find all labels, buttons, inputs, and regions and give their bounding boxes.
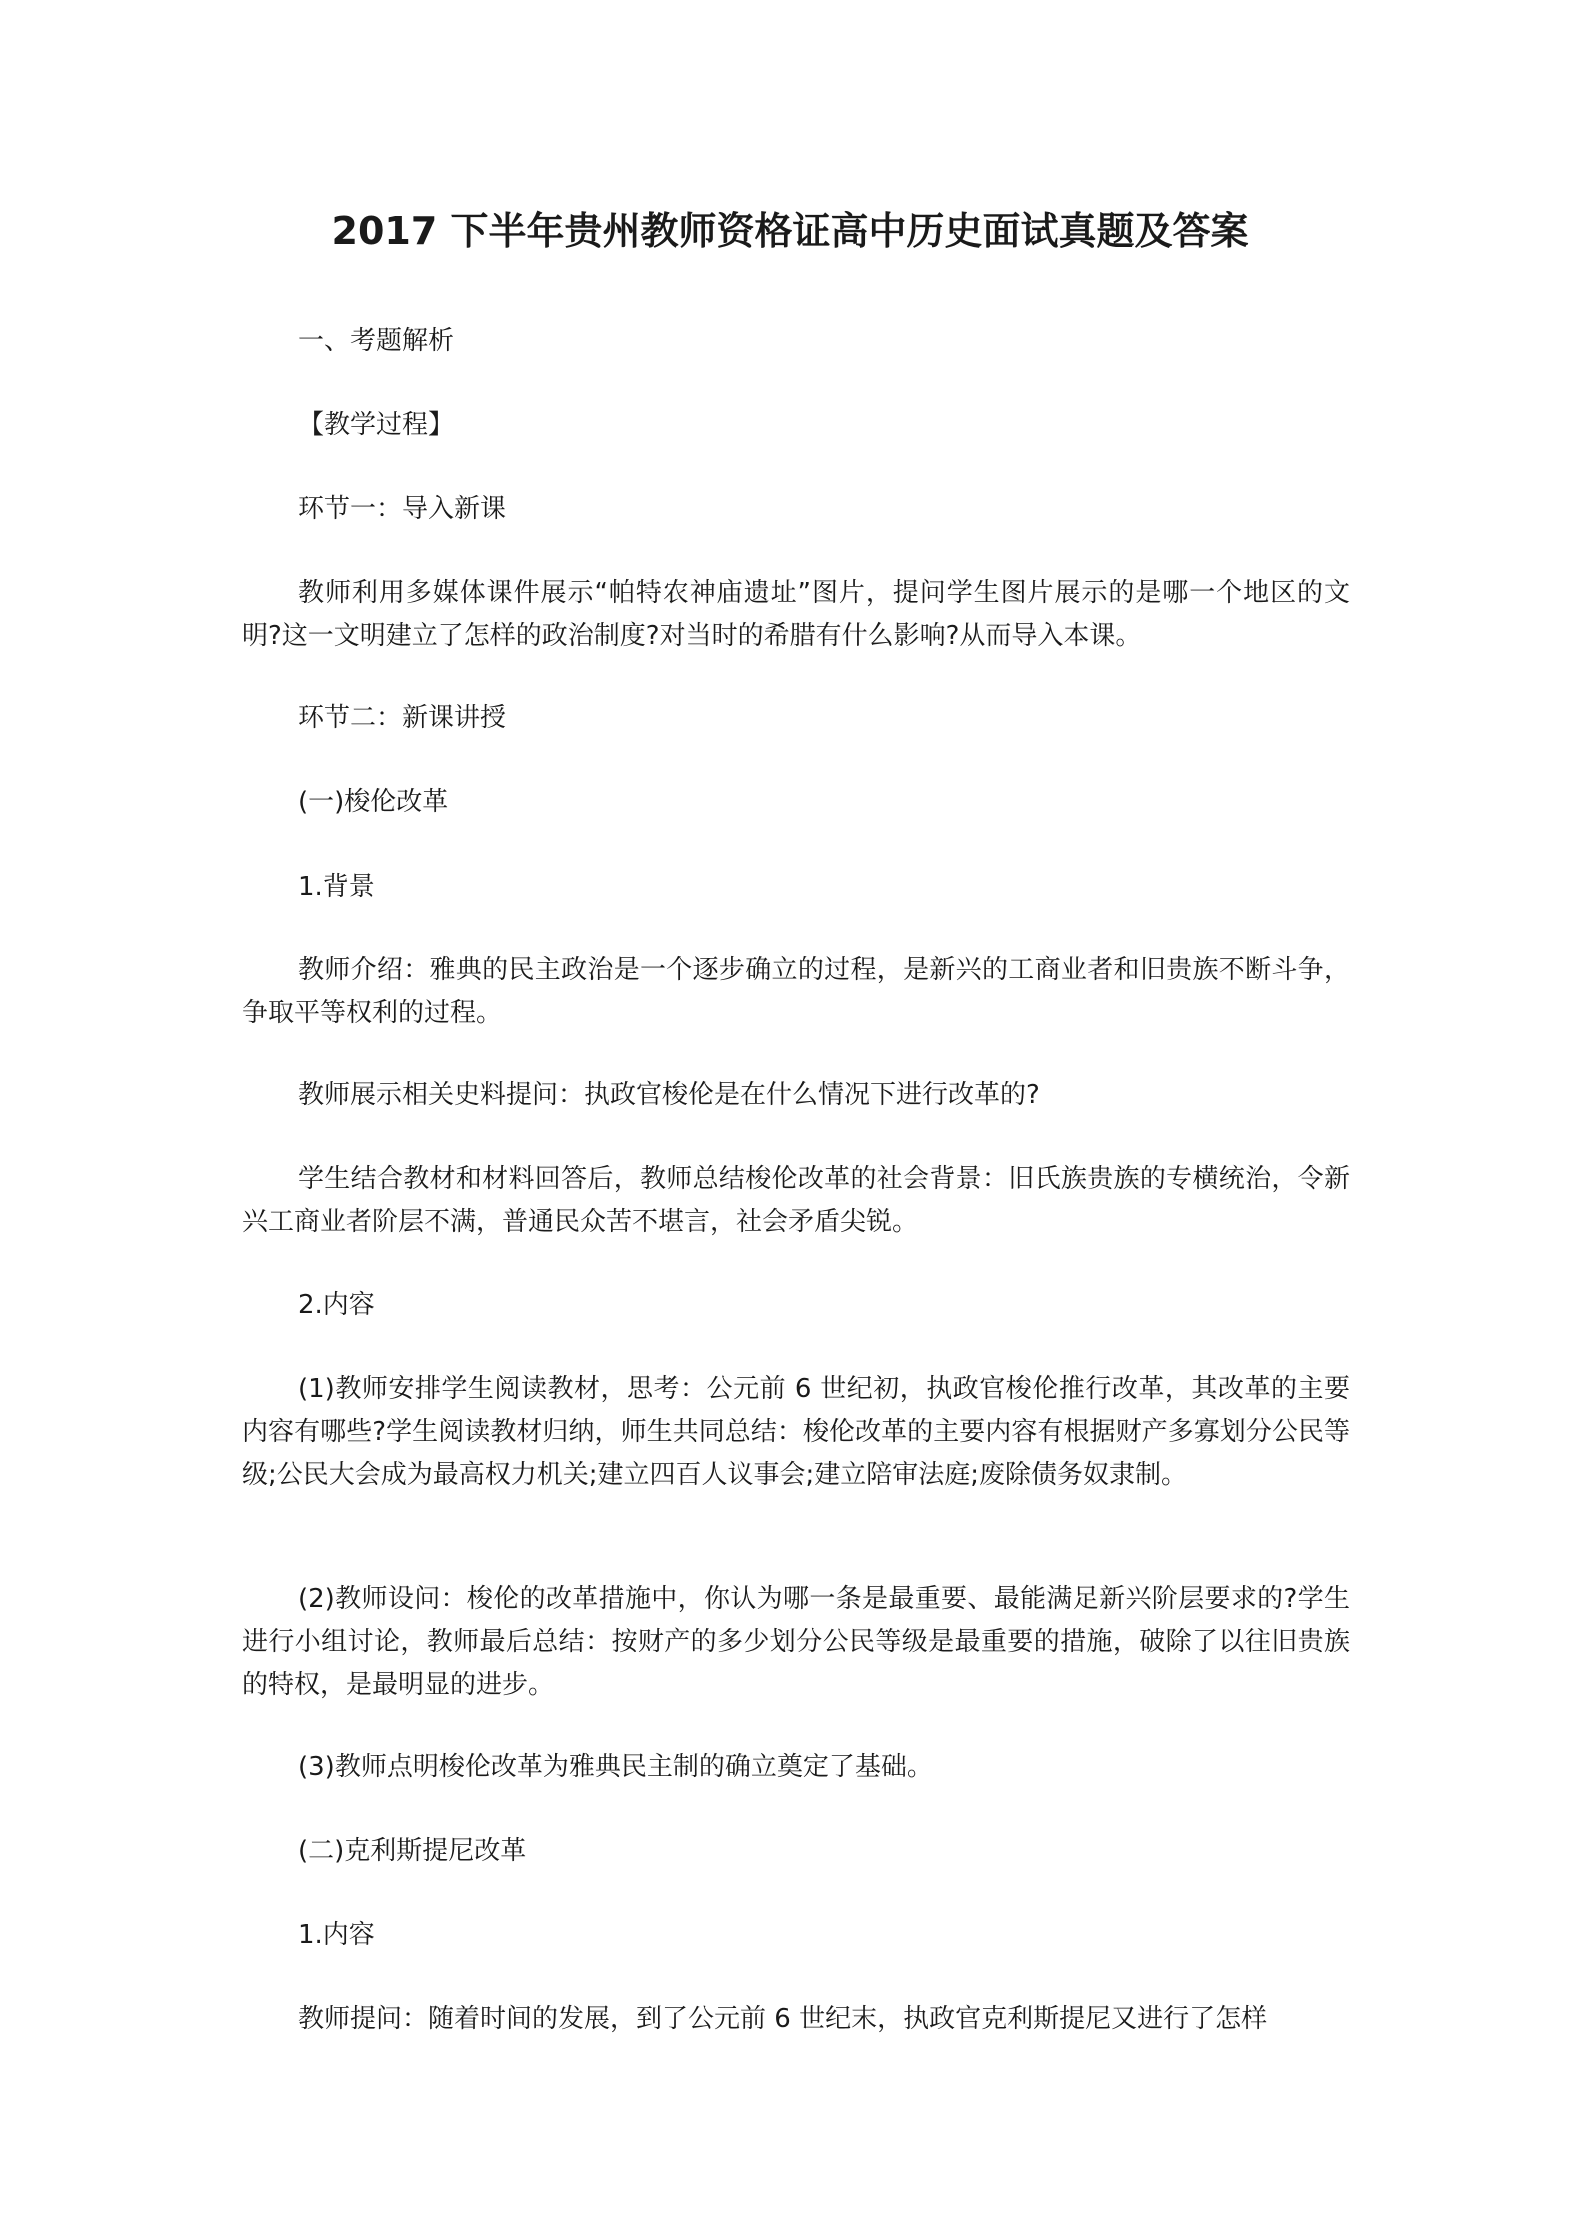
subsection-heading: (一)梭伦改革 — [298, 787, 449, 817]
paragraph: 教师介绍：雅典的民主政治是一个逐步确立的过程，是新兴的工商业者和旧贵族不断斗争，争取平等权利的过程。 — [242, 955, 1350, 1028]
paragraph: (2)教师设问：梭伦的改革措施中，你认为哪一条是最重要、最能满足新兴阶层要求的?学生进行小组讨论，教师最后总结：按财产的多少划分公民等级是最重要的措施，破除了以往旧贵族的特权，是最明显的进步。 — [242, 1584, 1350, 1700]
document-title: 2017 下半年贵州教师资格证高中历史面试真题及答案 — [331, 209, 1249, 253]
paragraph: 学生结合教材和材料回答后，教师总结梭伦改革的社会背景：旧氏族贵族的专横统治，令新兴工商业者阶层不满，普通民众苦不堪言，社会矛盾尖锐。 — [242, 1164, 1350, 1237]
paragraph: (1)教师安排学生阅读教材，思考：公元前 6 世纪初，执政官梭伦推行改革，其改革的主要内容有哪些?学生阅读教材归纳，师生共同总结：梭伦改革的主要内容有根据财产多寡划分公民等级;公民大会成为最高权力机关;建立四百人议事会;建立陪审法庭;废除债务奴隶制。 — [242, 1374, 1350, 1490]
section-heading: 一、考题解析 — [298, 326, 455, 356]
item-heading: 1.内容 — [298, 1920, 375, 1950]
paragraph: 教师提问：随着时间的发展，到了公元前 6 世纪末，执政官克利斯提尼又进行了怎样 — [298, 2004, 1268, 2034]
item-heading: 2.内容 — [298, 1290, 375, 1320]
item-heading: 1.背景 — [298, 872, 375, 902]
paragraph: (3)教师点明梭伦改革为雅典民主制的确立奠定了基础。 — [298, 1752, 933, 1782]
subsection-heading: 【教学过程】 — [298, 410, 455, 440]
subsection-heading: (二)克利斯提尼改革 — [298, 1836, 527, 1866]
step-heading: 环节一：导入新课 — [298, 494, 507, 524]
paragraph: 教师展示相关史料提问：执政官梭伦是在什么情况下进行改革的? — [298, 1080, 1040, 1110]
paragraph: 教师利用多媒体课件展示“帕特农神庙遗址”图片，提问学生图片展示的是哪一个地区的文明?这一文明建立了怎样的政治制度?对当时的希腊有什么影响?从而导入本课。 — [242, 578, 1350, 651]
step-heading: 环节二：新课讲授 — [298, 703, 507, 733]
